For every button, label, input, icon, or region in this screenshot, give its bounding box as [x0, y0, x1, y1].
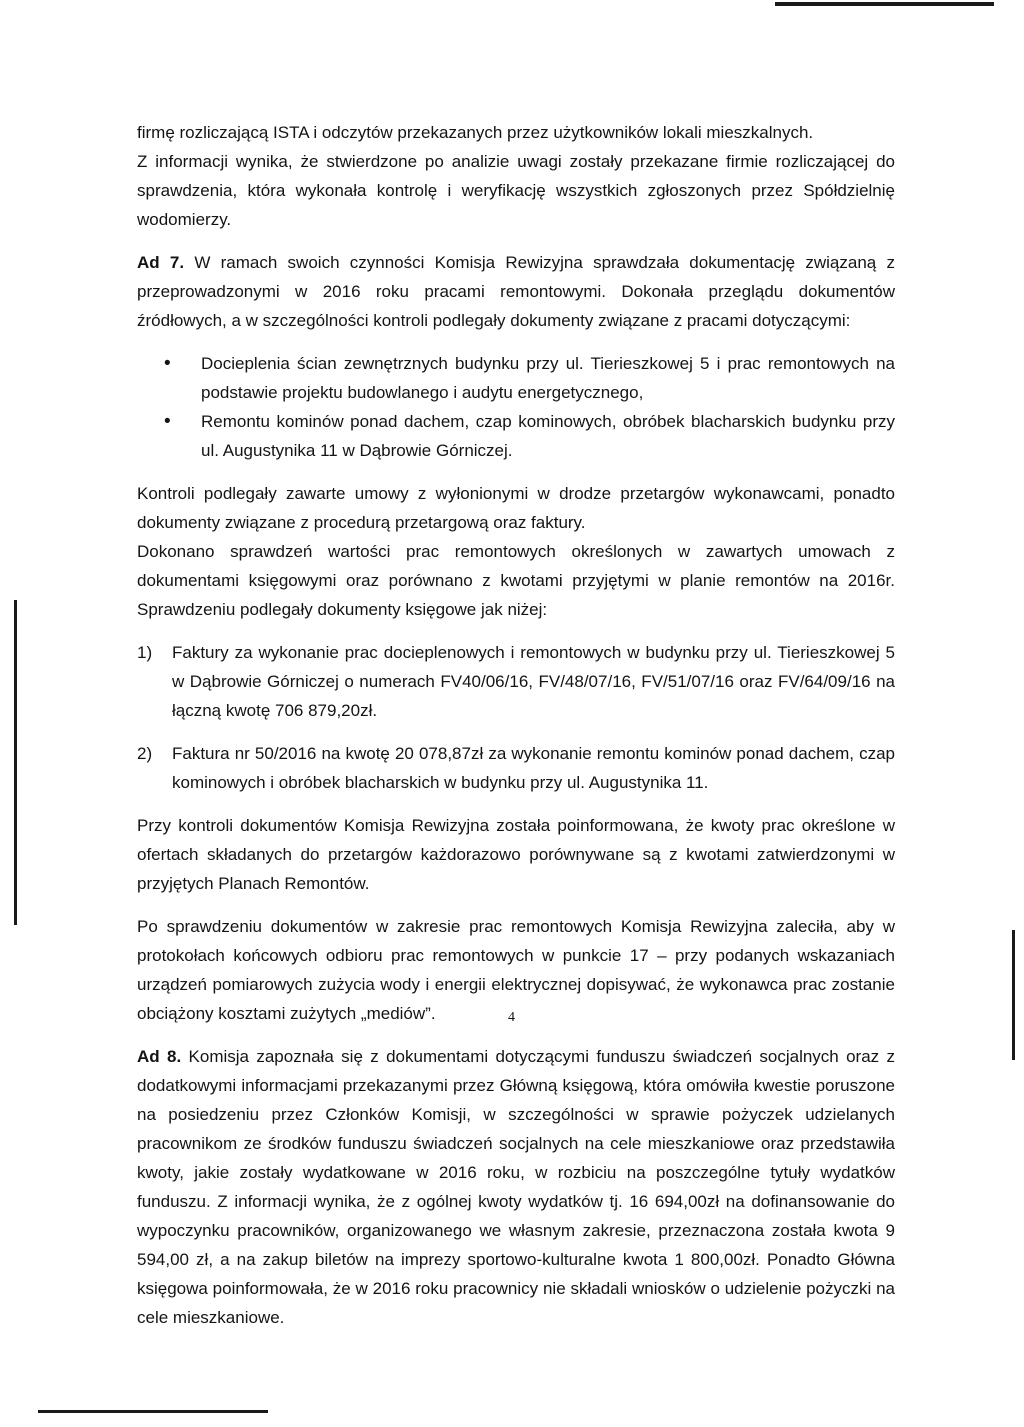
ad7-label: Ad 7.	[137, 253, 185, 272]
numbered-item	[137, 638, 895, 725]
paragraph-intro-1: firmę rozliczającą ISTA i odczytów przekazanych przez użytkowników lokali mieszkalnych.	[137, 123, 814, 142]
scan-right-edge-mark	[1012, 930, 1015, 1060]
paragraph-ad8	[137, 1042, 895, 1332]
bullet-item: • Docieplenia ścian zewnętrznych budynku przy ul. Tierieszkowej 5 i prac remontowych na podstawie projektu budowlanego i audytu energetycznego,	[137, 349, 895, 407]
paragraph-ad7	[137, 248, 895, 335]
paragraph-po-sprawdzeniu: Po sprawdzeniu dokumentów w zakresie prac remontowych Komisja Rewizyjna zaleciła, aby w protokołach końcowych odbioru prac remontowych w punkcie 17 – przy podanych wskazaniach urządzeń pomiarowych zużycia wody i energii elektrycznej dopisywać, że wykonawca prac zostanie obciążony kosztami zużytych „mediów”.	[137, 917, 895, 1023]
ad8-label: Ad 8.	[137, 1047, 182, 1066]
bullet-item: • Remontu kominów ponad dachem, czap kominowych, obróbek blacharskich budynku przy ul. Augustynika 11 w Dąbrowie Górniczej.	[137, 407, 895, 465]
paragraph-kontroli: Kontroli podlegały zawarte umowy z wyłonionymi w drodze przetargów wykonawcami, ponadto dokumenty związane z procedurą przetargową oraz faktury.	[137, 484, 895, 532]
document-page	[137, 118, 895, 1332]
bullet-list	[137, 349, 895, 465]
scan-top-line	[775, 2, 994, 6]
numbered-item	[137, 739, 895, 797]
numbered-item-marker: 1)	[137, 643, 153, 662]
page-number: 4	[508, 1010, 515, 1025]
paragraph-dokonano: Dokonano sprawdzeń wartości prac remontowych określonych w zawartych umowach z dokumentami księgowymi oraz porównano z kwotami przyjętymi w planie remontów na 2016r. Sprawdzeniu podlegały dokumenty księgowe jak niżej:	[137, 542, 895, 619]
numbered-list	[137, 638, 895, 797]
ad7-text: W ramach swoich czynności Komisja Rewizyjna sprawdzała dokumentację związaną z przeprowadzonymi w 2016 roku pracami remontowymi. Dokonała przeglądu dokumentów źródłowych, a w szczególności kontroli podlegały dokumenty związane z pracami dotyczącymi:	[137, 253, 895, 330]
scan-bottom-line	[38, 1410, 268, 1413]
paragraph-przy-kontroli: Przy kontroli dokumentów Komisja Rewizyjna została poinformowana, że kwoty prac określone w ofertach składanych do przetargów każdorazowo porównywane są z kwotami zatwierdzonymi w przyjętych Planach Remontów.	[137, 816, 895, 893]
numbered-item-text: Faktury za wykonanie prac docieplenowych i remontowych w budynku przy ul. Tierieszkowej 5 w Dąbrowie Górniczej o numerach FV40/06/16, FV/48/07/16, FV/51/07/16 oraz FV/64/09/16 na łączną kwotę 706 879,20zł.	[172, 643, 895, 720]
numbered-item-marker: 2)	[137, 744, 153, 763]
numbered-item-text: Faktura nr 50/2016 na kwotę 20 078,87zł za wykonanie remontu kominów ponad dachem, czap kominowych i obróbek blacharskich w budynku przy ul. Augustynika 11.	[172, 744, 895, 792]
ad8-text: Komisja zapoznała się z dokumentami dotyczącymi funduszu świadczeń socjalnych oraz z dodatkowymi informacjami przekazanymi przez Główną księgową, która omówiła kwestie poruszone na posiedzeniu przez Członków Komisji, w szczególności w sprawie pożyczek udzielanych pracownikom ze środków funduszu świadczeń socjalnych na cele mieszkaniowe oraz przedstawiła kwoty, jakie zostały wydatkowane w 2016 roku, w rozbiciu na poszczególne tytuły wydatków funduszu. Z informacji wynika, że z ogólnej kwoty wydatków tj. 16 694,00zł na dofinansowanie do wypoczynku pracowników, organizowanego we własnym zakresie, przeznaczona została kwota 9 594,00 zł, a na zakup biletów na imprezy sportowo-kulturalne kwota 1 800,00zł. Ponadto Główna księgowa poinformowała, że w 2016 roku pracownicy nie składali wniosków o udzielenie pożyczki na cele mieszkaniowe.	[137, 1047, 896, 1327]
scan-left-edge-mark	[14, 600, 17, 925]
paragraph-intro-2: Z informacji wynika, że stwierdzone po analizie uwagi zostały przekazane firmie rozliczającej do sprawdzenia, która wykonała kontrolę i weryfikację wszystkich zgłoszonych przez Spółdzielnię wodomierzy.	[137, 152, 895, 229]
